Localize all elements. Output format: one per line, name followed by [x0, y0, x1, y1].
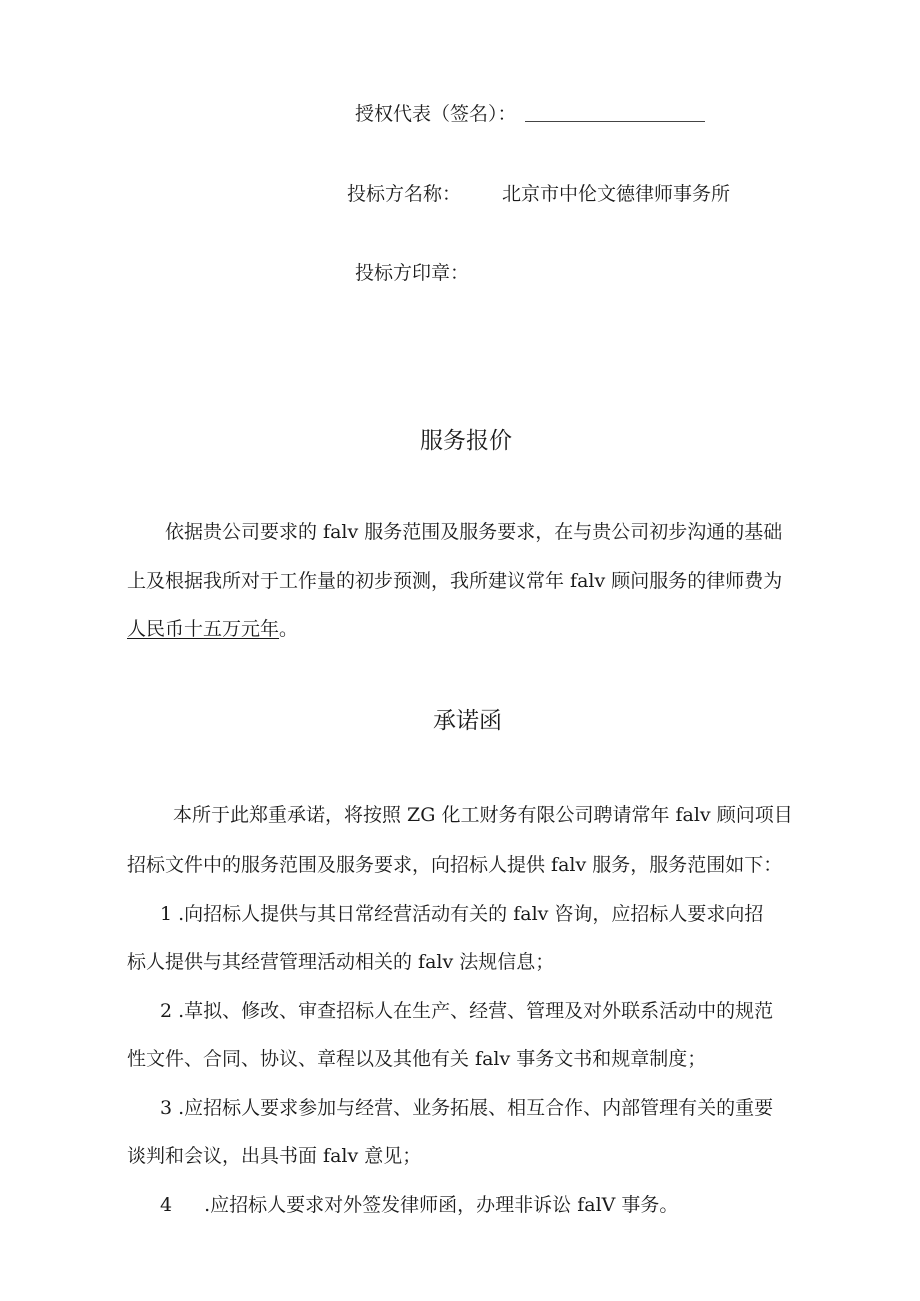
item-number: 3 [160, 1097, 173, 1119]
rep-label: 授权代表（签名）： [355, 103, 517, 125]
item-text: .应招标人要求对外签发律师函，办理非诉讼 falV 事务。 [204, 1194, 679, 1216]
bidder-name-line [347, 185, 461, 204]
fee-end: 。 [279, 618, 299, 640]
item-2-line-1 [160, 1002, 773, 1021]
item-1-line-2: 标人提供与其经营管理活动相关的 falv 法规信息； [127, 951, 555, 973]
item-number: 1 [160, 903, 173, 925]
item-3-line-2: 谈判和会议，出具书面 falv 意见； [127, 1145, 422, 1167]
quote-line-3 [127, 620, 298, 639]
item-text: .向招标人提供与其日常经营活动有关的 falv 咨询，应招标人要求向招 [178, 903, 764, 925]
quote-line-1: 依据贵公司要求的 falv 服务范围及服务要求，在与贵公司初步沟通的基础 [165, 521, 783, 543]
commitment-intro-2: 招标文件中的服务范围及服务要求，向招标人提供 falv 服务，服务范围如下： [127, 854, 783, 876]
item-4-line-1 [160, 1196, 678, 1215]
quote-title: 服务报价 [420, 428, 512, 454]
item-text: .草拟、修改、审查招标人在生产、经营、管理及对外联系活动中的规范 [178, 1000, 774, 1022]
item-3-line-1 [160, 1099, 773, 1118]
item-text: .应招标人要求参加与经营、业务拓展、相互合作、内部管理有关的重要 [178, 1097, 774, 1119]
fee-amount: 人民币十五万元年 [127, 618, 280, 640]
item-2-line-2: 性文件、合同、协议、章程以及其他有关 falv 事务文书和规章制度； [127, 1048, 707, 1070]
bidder-label: 投标方名称： [347, 183, 462, 205]
item-number: 4 [160, 1194, 173, 1216]
signature-blank [525, 120, 705, 122]
commitment-intro-1: 本所于此郑重承诺，将按照 ZG 化工财务有限公司聘请常年 falv 顾问项目 [173, 804, 793, 826]
quote-line-2: 上及根据我所对于工作量的初步预测，我所建议常年 falv 顾问服务的律师费为 [127, 570, 783, 592]
item-number: 2 [160, 1000, 173, 1022]
bidder-name-value: 北京市中伦文德律师事务所 [502, 183, 731, 205]
seal-label: 投标方印章： [355, 262, 470, 284]
item-1-line-1 [160, 905, 763, 924]
signature-rep-line [355, 105, 705, 124]
commitment-title: 承诺函 [433, 708, 502, 734]
